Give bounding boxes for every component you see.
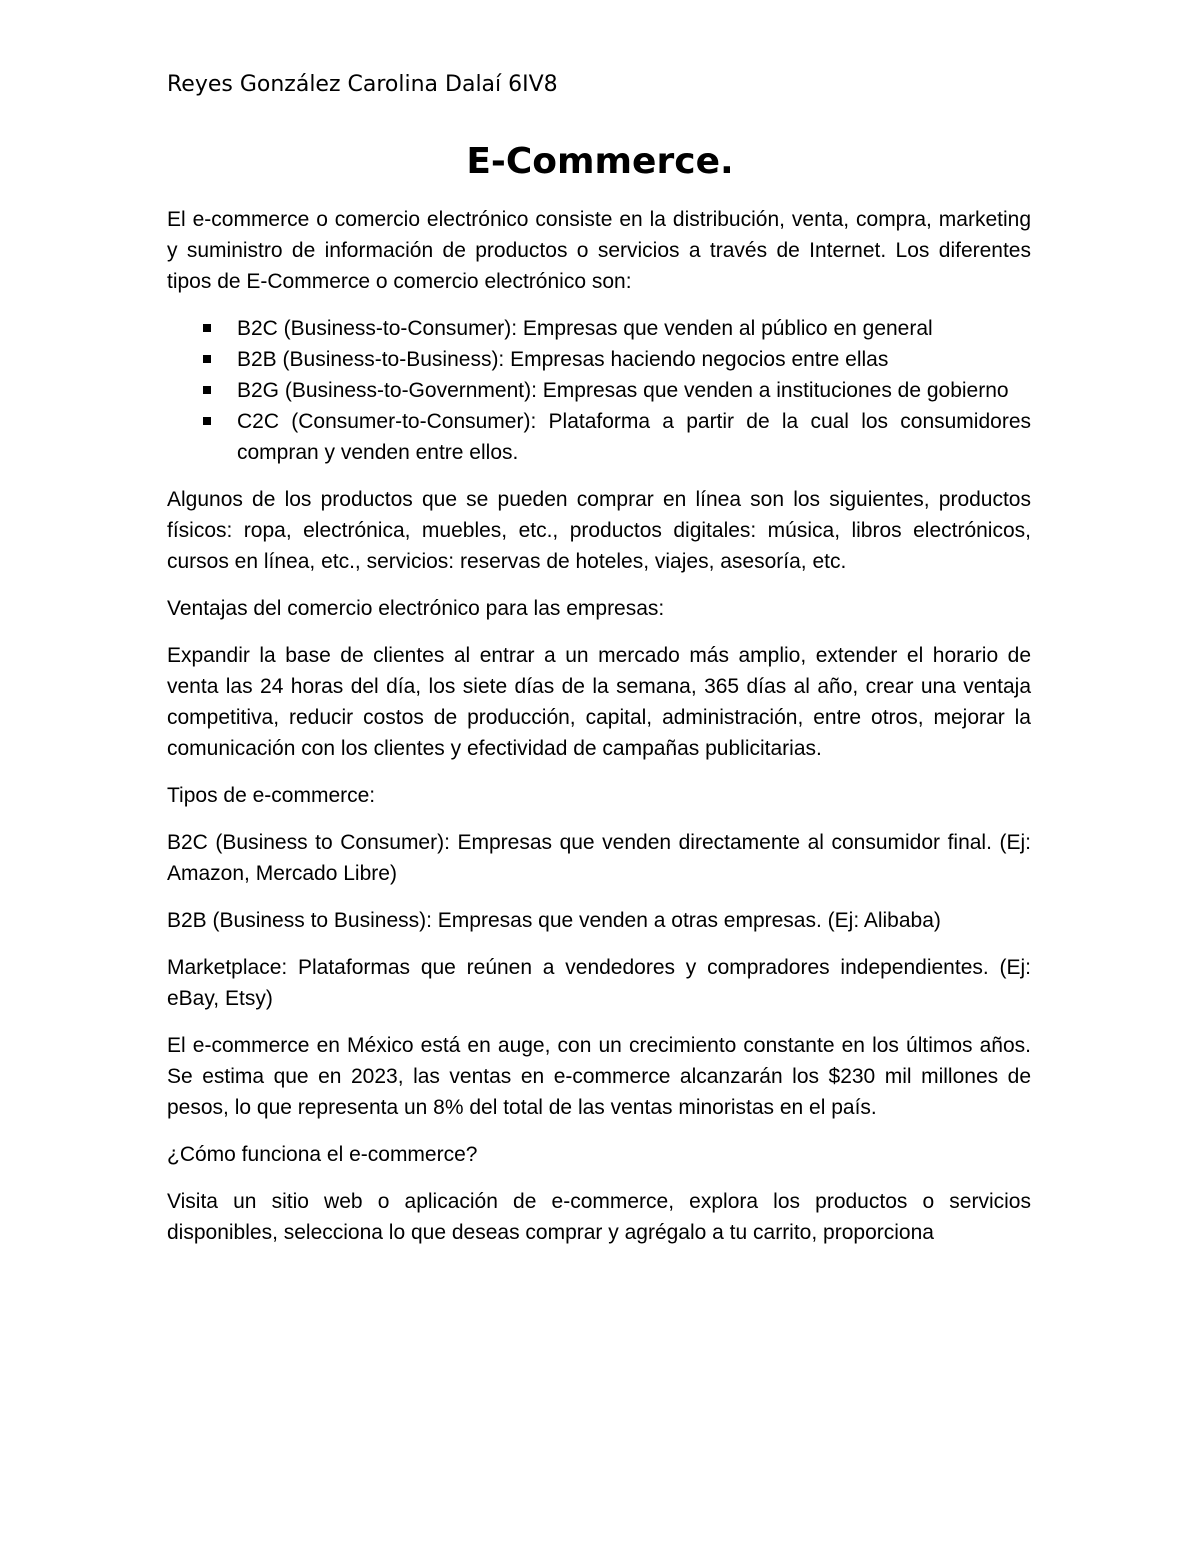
author-header: Reyes González Carolina Dalaí 6IV8 — [167, 72, 558, 97]
document-body — [167, 204, 1031, 1264]
b2c-paragraph: B2C (Business to Consumer): Empresas que venden directamente al consumidor final. (Ej: Amazon, Mercado Libre) — [167, 831, 1031, 885]
intro-paragraph: El e-commerce o comercio electrónico consiste en la distribución, venta, compra, marketing y suministro de información de productos o servicios a través de Internet. Los diferentes tipos de E-Commerce o comercio electrónico son: — [167, 208, 1031, 293]
list-item-text: B2B (Business-to-Business): Empresas haciendo negocios entre ellas — [237, 348, 889, 371]
products-paragraph: Algunos de los productos que se pueden comprar en línea son los siguientes, productos físicos: ropa, electrónica, muebles, etc., productos digitales: música, libros electrónicos, cursos en línea, etc., servicios: reservas de hoteles, viajes, asesoría, etc. — [167, 488, 1031, 573]
square-bullet-icon — [203, 417, 211, 425]
marketplace-paragraph: Marketplace: Plataformas que reúnen a vendedores y compradores independientes. (Ej: eBay, Etsy) — [167, 956, 1031, 1010]
square-bullet-icon — [203, 355, 211, 363]
list-item — [167, 344, 1031, 375]
advantages-heading: Ventajas del comercio electrónico para las empresas: — [167, 597, 665, 620]
square-bullet-icon — [203, 324, 211, 332]
b2b-paragraph: B2B (Business to Business): Empresas que venden a otras empresas. (Ej: Alibaba) — [167, 909, 941, 932]
ecommerce-types-list — [167, 313, 1031, 468]
list-item-text: B2G (Business-to-Government): Empresas que venden a instituciones de gobierno — [237, 379, 1009, 402]
page-title: E-Commerce. — [466, 141, 734, 182]
list-item — [167, 406, 1031, 468]
list-item — [167, 375, 1031, 406]
list-item-text: C2C (Consumer-to-Consumer): Plataforma a partir de la cual los consumidores compran y venden entre ellos. — [237, 410, 1031, 464]
list-item — [167, 313, 1031, 344]
square-bullet-icon — [203, 386, 211, 394]
list-item-text: B2C (Business-to-Consumer): Empresas que venden al público en general — [237, 317, 933, 340]
advantages-paragraph: Expandir la base de clientes al entrar a un mercado más amplio, extender el horario de venta las 24 horas del día, los siete días de la semana, 365 días al año, crear una ventaja competitiva, reducir costos de producción, capital, administración, entre otros, mejorar la comunicación con los clientes y efectividad de campañas publicitarias. — [167, 644, 1031, 760]
how-it-works-heading: ¿Cómo funciona el e-commerce? — [167, 1143, 478, 1166]
mexico-paragraph: El e-commerce en México está en auge, con un crecimiento constante en los últimos años. Se estima que en 2023, las ventas en e-commerce alcanzarán los $230 mil millones de pesos, lo que representa un 8% del total de las ventas minoristas en el país. — [167, 1034, 1031, 1119]
how-it-works-paragraph: Visita un sitio web o aplicación de e-commerce, explora los productos o servicios disponibles, selecciona lo que deseas comprar y agrégalo a tu carrito, proporciona — [167, 1190, 1031, 1244]
types-heading: Tipos de e-commerce: — [167, 784, 376, 807]
